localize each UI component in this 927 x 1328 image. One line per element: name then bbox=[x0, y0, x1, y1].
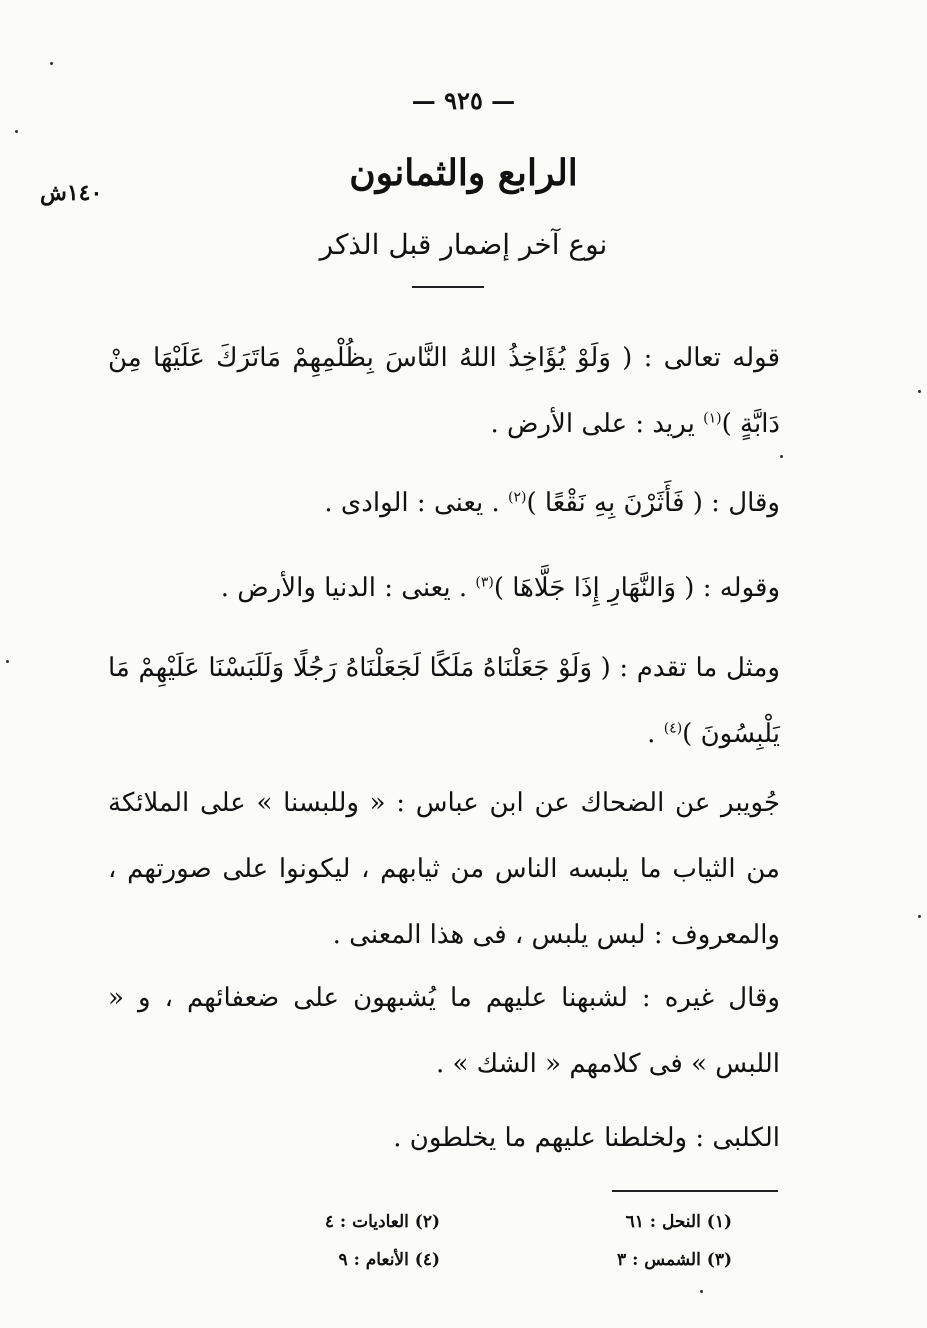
scan-speck bbox=[6, 660, 9, 663]
footnote-ref: (١) bbox=[703, 410, 722, 427]
paragraph-3 bbox=[108, 555, 780, 621]
paragraph-text-after: . bbox=[647, 719, 664, 749]
paragraph-text-after: يريد : على الأرض . bbox=[490, 409, 704, 439]
scan-speck bbox=[700, 1290, 703, 1293]
scan-speck bbox=[918, 390, 921, 393]
paragraph-text: قوله تعالى : ( وَلَوْ يُؤَاخِذُ اللهُ النَّاسَ بِظُلْمِهِمْ مَاتَرَكَ عَلَيْهَا مِنْ دَابَّةٍ ) bbox=[108, 343, 780, 439]
paragraph-7: الكلبى : ولخلطنا عليهم ما يخلطون . bbox=[393, 1123, 780, 1153]
footnote-4: (٤) الأنعام : ٩ bbox=[338, 1250, 440, 1270]
scan-speck bbox=[15, 130, 18, 133]
paragraph-text-after: . يعنى : الوادى . bbox=[324, 488, 509, 518]
footnote-divider bbox=[612, 1190, 778, 1192]
scan-speck bbox=[780, 455, 783, 458]
footnote-ref: (٤) bbox=[663, 720, 683, 737]
margin-note: ١٤٠ش bbox=[40, 180, 103, 206]
chapter-subtitle: نوع آخر إضمار قبل الذكر bbox=[319, 228, 608, 261]
paragraph-5: جُويبر عن الضحاك عن ابن عباس : « وللبسنا » على الملائكة من الثياب ما يلبسه الناس من ثيابهم ، ليكونوا على صورتهم ، والمعروف : لبس يلبس ، فى هذا المعنى . bbox=[108, 788, 780, 950]
paragraph-text: وقال : ( فَأَثَرْنَ بِهِ نَقْعًا ) bbox=[526, 488, 780, 518]
scan-speck bbox=[50, 62, 53, 65]
chapter-title: الرابع والثمانون bbox=[349, 152, 578, 194]
paragraph-4 bbox=[108, 635, 780, 767]
footnote-3: (٣) الشمس : ٣ bbox=[617, 1250, 732, 1270]
footnote-1: (١) النحل : ٦١ bbox=[625, 1212, 732, 1232]
paragraph-text: وقوله : ( وَالنَّهَارِ إِذَا جَلَّاهَا ) bbox=[493, 573, 780, 603]
paragraph-text: ومثل ما تقدم : ( وَلَوْ جَعَلْنَاهُ مَلَكًا لَجَعَلْنَاهُ رَجُلًا وَلَلَبَسْنَا عَلَيْهِمْ مَا يَلْبِسُونَ ) bbox=[108, 653, 780, 749]
scan-speck bbox=[918, 915, 921, 918]
footnote-ref: (٢) bbox=[508, 489, 527, 506]
footnote-2: (٢) العاديات : ٤ bbox=[324, 1212, 440, 1232]
paragraph-text-after: . يعنى : الدنيا والأرض . bbox=[220, 573, 476, 603]
title-divider bbox=[412, 286, 484, 288]
paragraph-2 bbox=[108, 470, 780, 536]
page-number: — ٩٢٥ — bbox=[411, 86, 516, 115]
paragraph-1 bbox=[108, 325, 780, 457]
paragraph-6: وقال غيره : لشبهنا عليهم ما يُشبهون على ضعفائهم ، و « اللبس » فى كلامهم « الشك » . bbox=[108, 983, 780, 1079]
footnote-ref: (٣) bbox=[475, 574, 494, 591]
